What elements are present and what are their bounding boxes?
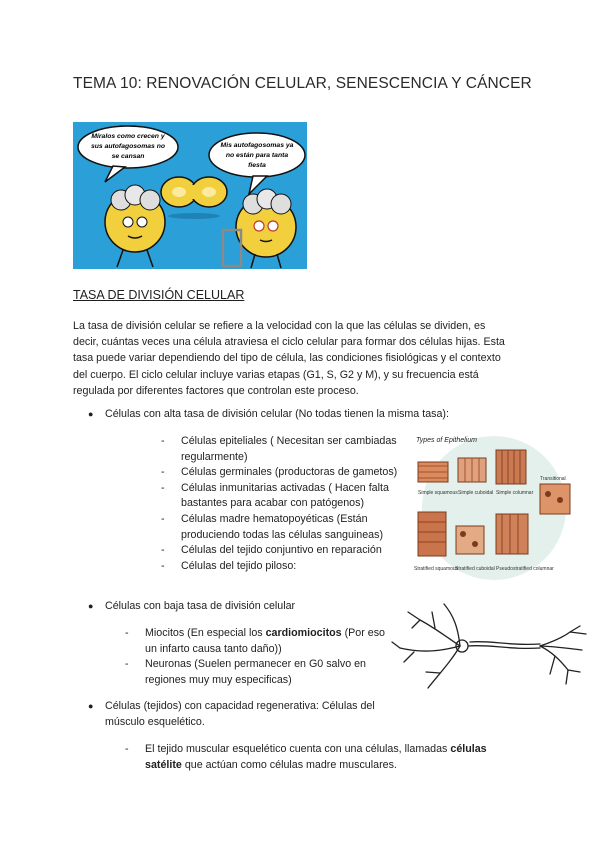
- list-item: - Células del tejido conjuntivo en reparación: [161, 544, 382, 557]
- bubble-right-line-2: no están para tanta: [225, 152, 289, 159]
- list-item: - Neuronas (Suelen permanecer en G0 salvo en regiones muy muy especificas): [125, 658, 367, 686]
- list-item: - Células del tejido piloso:: [161, 559, 297, 572]
- bullet-dot: ●: [88, 409, 94, 419]
- page-title: TEMA 10: RENOVACIÓN CELULAR, SENESCENCIA Y CÁNCER: [73, 75, 532, 92]
- svg-text:Transitional: Transitional: [540, 476, 566, 482]
- svg-text:Simple columnar: Simple columnar: [496, 490, 534, 496]
- bullet-regenerative: [88, 698, 395, 730]
- epithelium-illustration: [400, 428, 588, 583]
- regenerative-list: [125, 742, 515, 773]
- epithelium-title: Types of Epithelium: [416, 437, 477, 444]
- bubble-left-line-2: sus autofagosomas no: [90, 143, 166, 150]
- bullet-text: Células con alta tasa de división celular (No todas tienen la misma tasa):: [105, 408, 449, 420]
- svg-text:Pseudostratified columnar: Pseudostratified columnar: [496, 566, 554, 572]
- list-item: - Células madre hematopoyéticas (Están produciendo todas las células sanguineas): [161, 512, 384, 541]
- bullet-high-division: [88, 406, 525, 422]
- bubble-left-line-1: Míralos como crecen y: [91, 133, 165, 140]
- list-item: - Células germinales (productoras de gametos): [161, 466, 398, 479]
- svg-text:Simple squamous: Simple squamous: [418, 490, 458, 496]
- list-item: - Células inmunitarias activadas ( Hacen falta bastantes para acabar con patógenos): [161, 481, 389, 510]
- bullet-dot: ●: [88, 701, 94, 711]
- high-division-list: [161, 434, 409, 574]
- neuron-image: [390, 598, 595, 698]
- bullet-dot: ●: [88, 601, 94, 611]
- bullet-low-division: [88, 598, 365, 614]
- bubble-right-line-1: Mis autofagosomas ya: [220, 142, 294, 149]
- bubble-left-line-3: se cansan: [111, 153, 145, 160]
- cartoon-image: [73, 122, 307, 269]
- list-item: - Miocitos (En especial los cardiomiocitos (Por eso un infarto causa tanto daño)): [125, 627, 385, 655]
- tissue-transitional: [540, 476, 570, 514]
- svg-text:Stratified cuboidal: Stratified cuboidal: [455, 566, 495, 572]
- cartoon-illustration: [73, 122, 307, 269]
- list-item: - El tejido muscular esquelético cuenta con una células, llamadas células satélite que actúan como células madre musculares.: [125, 743, 487, 771]
- low-division-list: [125, 626, 385, 688]
- section-heading: TASA DE DIVISIÓN CELULAR: [73, 288, 245, 302]
- epithelium-types-image: [400, 428, 588, 583]
- neuron-illustration: [390, 598, 595, 698]
- svg-text:Stratified squamous: Stratified squamous: [414, 566, 459, 572]
- svg-text:Simple cuboidal: Simple cuboidal: [458, 490, 494, 496]
- list-item: - Células epiteliales ( Necesitan ser cambiadas regularmente): [161, 435, 397, 463]
- bullet-text: Células (tejidos) con capacidad regenerativa: Células del músculo esquelético.: [105, 700, 375, 728]
- bubble-right-line-3: fiesta: [248, 162, 266, 169]
- bullet-text: Células con baja tasa de división celular: [105, 600, 296, 612]
- intro-paragraph: La tasa de división celular se refiere a la velocidad con la que las células se dividen, es decir, cuántas veces una célula atraviesa el ciclo celular para formar dos células hijas. Esta tasa puede variar dependiendo del tipo de célula, las condiciones fisiológicas y el contexto del cuerpo. El ciclo celular incluye varias etapas (G1, S, G2 y M), y su frecuencia está regulada por diferentes factores que controlan este proceso.: [73, 320, 505, 397]
